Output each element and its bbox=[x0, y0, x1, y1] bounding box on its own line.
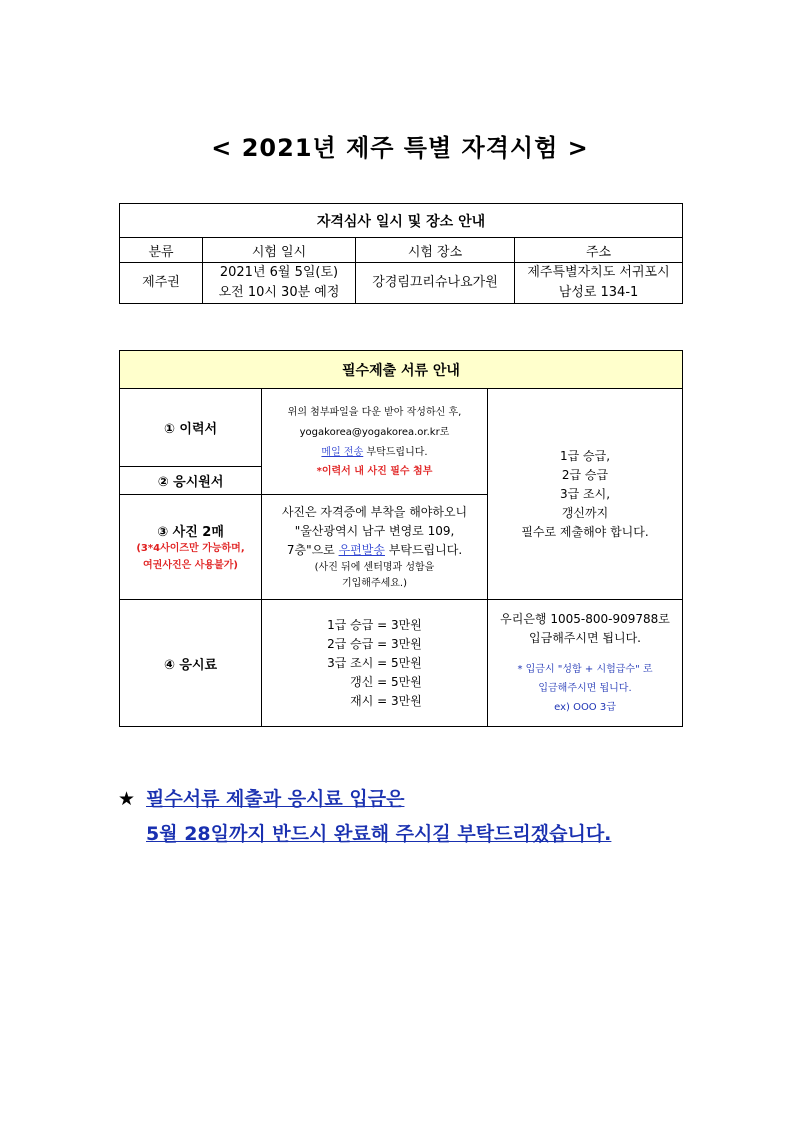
resume-line1: 위의 첨부파일을 다운 받아 작성하신 후, bbox=[287, 407, 462, 418]
levels-cell bbox=[488, 389, 683, 600]
level-1: 1급 승급, bbox=[559, 448, 611, 463]
resume-warning: *이력서 내 사진 필수 첨부 bbox=[316, 466, 433, 477]
bank-line1: 우리은행 1005-800-909788로 bbox=[500, 611, 670, 626]
bank-cell bbox=[488, 600, 683, 727]
bank-note3: ex) OOO 3급 bbox=[554, 701, 616, 713]
level-5: 필수로 제출해야 합니다. bbox=[521, 524, 649, 539]
resume-line3 bbox=[262, 443, 487, 463]
level-2: 2급 승급 bbox=[561, 467, 609, 482]
photo-line1: 사진은 자격증에 부착을 해야하오니 bbox=[281, 504, 468, 519]
photo-line3a: 7층"으로 bbox=[286, 542, 339, 557]
cell-address bbox=[515, 263, 683, 304]
addr-line2: 남성로 134-1 bbox=[558, 285, 639, 300]
photo-line2: "울산광역시 남구 변영로 109, bbox=[294, 523, 455, 538]
schedule-heading: 자격심사 일시 및 장소 안내 bbox=[120, 204, 683, 238]
resume-line3-rest: 부탁드립니다. bbox=[363, 447, 428, 458]
resume-line2: yogakorea@yogakorea.or.kr로 bbox=[299, 427, 450, 438]
photo-small1: (사진 뒤에 센터명과 성함을 bbox=[314, 561, 435, 573]
bank-note2: 입금해주시면 됩니다. bbox=[538, 682, 632, 694]
notice-line1: 필수서류 제출과 응시료 입금은 bbox=[146, 788, 405, 810]
schedule-table bbox=[119, 203, 683, 304]
deadline-notice bbox=[118, 782, 611, 852]
resume-instructions bbox=[262, 389, 488, 495]
col-place: 시험 장소 bbox=[356, 238, 515, 263]
mail-link[interactable]: 메일 전송 bbox=[321, 447, 364, 458]
photo-instructions bbox=[262, 495, 488, 600]
fee-list-cell bbox=[262, 600, 488, 727]
notice-line2: 5월 28일까지 반드시 완료해 주시길 부탁드리겠습니다. bbox=[146, 823, 612, 845]
cell-date bbox=[203, 263, 356, 304]
photo-line3b: 부탁드립니다. bbox=[384, 542, 463, 557]
item-photo-cell bbox=[120, 495, 262, 600]
level-3: 3급 조시, bbox=[559, 486, 611, 501]
page-title: < 2021년 제주 특별 자격시험 > bbox=[211, 134, 589, 162]
photo-small2: 기입해주세요.) bbox=[341, 577, 408, 589]
star-icon: ★ bbox=[118, 788, 136, 810]
col-category: 분류 bbox=[120, 238, 203, 263]
fee-4: 갱신 = 5만원 bbox=[350, 674, 422, 689]
bank-note1: * 입금시 "성함 + 시험급수" 로 bbox=[517, 663, 653, 675]
post-link[interactable]: 우편발송 bbox=[338, 542, 385, 557]
date-line2: 오전 10시 30분 예정 bbox=[218, 285, 340, 300]
item-fee: ④ 응시료 bbox=[120, 600, 262, 727]
item-application: ② 응시원서 bbox=[120, 467, 262, 495]
col-date: 시험 일시 bbox=[203, 238, 356, 263]
col-address: 주소 bbox=[515, 238, 683, 263]
photo-note2: 여권사진은 사용불가) bbox=[143, 559, 238, 571]
item-resume: ① 이력서 bbox=[120, 389, 262, 467]
fee-2: 2급 승급 = 3만원 bbox=[327, 636, 422, 651]
fee-1: 1급 승급 = 3만원 bbox=[327, 617, 422, 632]
bank-line2: 입금해주시면 됩니다. bbox=[529, 630, 641, 645]
addr-line1: 제주특별자치도 서귀포시 bbox=[527, 265, 670, 280]
documents-heading: 필수제출 서류 안내 bbox=[120, 351, 683, 389]
photo-line3 bbox=[262, 541, 487, 560]
documents-table bbox=[119, 350, 683, 727]
photo-note1: (3*4사이즈만 가능하며, bbox=[136, 542, 245, 554]
fee-3: 3급 조시 = 5만원 bbox=[327, 655, 422, 670]
level-4: 갱신까지 bbox=[561, 505, 609, 520]
cell-category: 제주권 bbox=[120, 263, 203, 304]
fee-list bbox=[327, 616, 422, 711]
date-line1: 2021년 6월 5일(토) bbox=[219, 265, 339, 280]
fee-5: 재시 = 3만원 bbox=[350, 693, 422, 708]
cell-place: 강경림끄리슈나요가원 bbox=[356, 263, 515, 304]
item-photo: ③ 사진 2매 bbox=[157, 524, 224, 540]
